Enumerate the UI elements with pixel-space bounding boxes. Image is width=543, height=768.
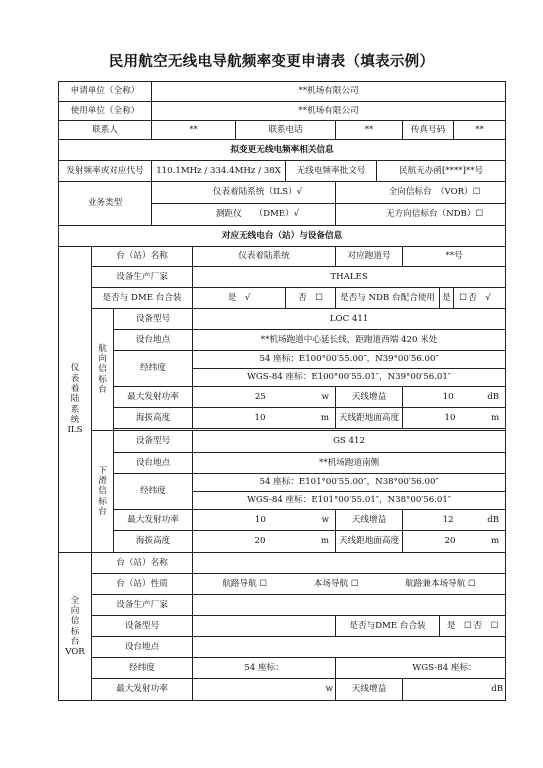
business-row-1 (59, 182, 506, 204)
loc-coord-54: 54 座标：E100°00′55.00″，N39°00′56.00″ (193, 351, 506, 369)
loc-group-label: 航 向 信 标 台 (92, 309, 114, 431)
business-label: 业务类型 (59, 182, 152, 226)
applicant-row (59, 82, 506, 102)
ils-dme-yes: 是 √ (193, 288, 286, 309)
freq-section-header: 拟变更无线电频率相关信息 (59, 140, 506, 161)
contact-row (59, 121, 506, 140)
gs-coord-label: 经纬度 (114, 474, 193, 510)
ils-group-label: 仪 表 着 陆 系 统 ILS (59, 247, 92, 553)
vor-nature-label: 台（站）性质 (92, 574, 193, 595)
vor-model-row (59, 616, 506, 637)
freq-doc-value: 民航无办函[****]**号 (377, 161, 506, 182)
loc-alt-label: 海拔高度 (114, 408, 193, 429)
vor-maker-row (59, 595, 506, 616)
vor-gain-label: 天线增益 (336, 679, 403, 701)
vor-nature-local: 本场导航 ☐ (313, 578, 359, 589)
ils-runway-label: 对应跑道号 (336, 247, 403, 267)
vor-coord-54: 54 座标： (193, 658, 336, 679)
loc-power-unit: w (321, 391, 330, 402)
business-vor: 全向信标台 （VOR）☐ (336, 182, 506, 204)
vor-coord-84: WGS-84 座标： (336, 658, 506, 679)
vor-nature-route: 航路导航 ☐ (222, 578, 268, 589)
loc-coord-84: WGS-84 座标：E100°00′55.01″，N39°00′56.01″ (193, 369, 506, 387)
ils-dme-label: 是否与 DME 台合装 (92, 288, 193, 309)
vor-site-label: 设台地点 (92, 637, 193, 658)
vor-station-value (193, 553, 506, 574)
loc-power-label: 最大发射功率 (114, 387, 193, 408)
vor-dme-no: 否 ☐ (473, 620, 499, 631)
page-title: 民用航空无线电导航频率变更申请表（填表示例） (108, 53, 435, 70)
loc-site-label: 设台地点 (114, 330, 193, 351)
gs-alt-value: 20 (254, 536, 266, 547)
freq-doc-label: 无线电频率批文号 (286, 161, 377, 182)
gs-power-row (59, 510, 506, 531)
vor-maker-value (193, 595, 506, 616)
gs-coord-84: WGS-84 座标：E101°00′55.01″，N38°00′56.01″ (193, 492, 506, 510)
gs-power-label: 最大发射功率 (114, 510, 193, 531)
gs-alt-unit: m (320, 536, 330, 547)
gs-power-value: 10 (254, 514, 266, 525)
loc-coord-row (59, 351, 506, 369)
loc-alt-row (59, 408, 506, 429)
ils-station-value: 仪表着陆系统 (193, 247, 336, 267)
vor-station-label: 台（站）名称 (92, 553, 193, 574)
loc-model-label: 设备型号 (114, 309, 193, 330)
freq-label: 发射频率或对应代号 (59, 161, 152, 182)
vor-site-value (193, 637, 506, 658)
gs-gain-value: 12 (442, 514, 454, 525)
contact-person-value: ** (152, 121, 236, 140)
gs-model-value: GS 412 (193, 431, 506, 453)
loc-ant-value: 10 (444, 412, 456, 423)
gs-alt-label: 海拔高度 (114, 531, 193, 553)
ils-dme-no: 否 ☐ (286, 288, 336, 309)
ils-station-label: 台（站）名称 (92, 247, 193, 267)
vor-nature-row (59, 574, 506, 595)
gs-ant-label: 天线距地面高度 (336, 531, 403, 553)
gs-alt-row (59, 531, 506, 553)
gs-model-label: 设备型号 (114, 431, 193, 453)
vor-nature-both: 航路兼本场导航 ☐ (405, 578, 476, 589)
ils-ndb-yes: 是 ☐ (440, 288, 454, 309)
vor-power-label: 最大发射功率 (92, 679, 193, 701)
loc-model-value: LOC 411 (193, 309, 506, 330)
vor-site-row (59, 637, 506, 658)
station-section-header: 对应无线电台（站）与设备信息 (59, 226, 506, 247)
loc-power-row (59, 387, 506, 408)
contact-fax-value: ** (454, 121, 506, 140)
contact-phone-value: ** (336, 121, 403, 140)
ils-runway-value: **号 (403, 247, 506, 267)
gs-coord-row (59, 474, 506, 492)
loc-ant-unit: m (490, 412, 500, 423)
user-value: **机场有限公司 (152, 102, 506, 121)
freq-row (59, 161, 506, 182)
vor-dme-yes: 是 ☐ (446, 620, 472, 631)
applicant-label: 申请单位（全称） (59, 82, 152, 102)
loc-gain-label: 天线增益 (336, 387, 403, 408)
business-dme: 测距仪 （DME）√ (152, 204, 336, 226)
vor-power-unit: w (325, 684, 334, 695)
business-ndb: 无方向信标台（NDB）☐ (336, 204, 506, 226)
ils-dme-row (59, 288, 506, 309)
ils-station-row (59, 247, 506, 267)
user-label: 使用单位（全称） (59, 102, 152, 121)
ils-maker-row (59, 267, 506, 288)
user-row (59, 102, 506, 121)
gs-gain-unit: dB (487, 514, 500, 525)
vor-coord-label: 经纬度 (92, 658, 193, 679)
vor-maker-label: 设备生产厂家 (92, 595, 193, 616)
vor-coord-row (59, 658, 506, 679)
loc-gain-value: 10 (442, 391, 454, 402)
contact-person-label: 联系人 (59, 121, 152, 140)
vor-power-row (59, 679, 506, 701)
vor-group-label: 全 向 信 标 台 VOR (59, 553, 92, 701)
ils-maker-label: 设备生产厂家 (92, 267, 193, 288)
loc-site-value: **机场跑道中心延长线，距跑道西端 420 米处 (193, 330, 506, 351)
vor-model-label: 设备型号 (92, 616, 193, 637)
ils-maker-value: THALES (193, 267, 506, 288)
business-ils: 仪表着陆系统（ILS）√ (152, 182, 336, 204)
loc-alt-unit: m (320, 412, 330, 423)
gs-power-unit: w (321, 514, 330, 525)
gs-model-row (59, 431, 506, 453)
gs-site-value: **机场跑道南侧 (193, 453, 506, 474)
application-form (58, 81, 506, 701)
contact-fax-label: 传真号码 (403, 121, 454, 140)
loc-site-row (59, 330, 506, 351)
loc-gain-unit: dB (487, 391, 500, 402)
gs-ant-unit: m (490, 536, 500, 547)
loc-model-row (59, 309, 506, 330)
gs-ant-value: 20 (444, 536, 456, 547)
vor-station-row (59, 553, 506, 574)
gs-site-row (59, 453, 506, 474)
freq-value: 110.1MHz / 334.4MHz / 38X (152, 161, 286, 182)
loc-power-value: 25 (254, 391, 266, 402)
loc-coord-label: 经纬度 (114, 351, 193, 387)
gs-coord-54: 54 座标：E101°00′55.00″，N38°00′56.00″ (193, 474, 506, 492)
loc-ant-label: 天线距地面高度 (336, 408, 403, 429)
ils-ndb-label: 是否与 NDB 台配合使用 (336, 288, 440, 309)
contact-phone-label: 联系电话 (236, 121, 336, 140)
gs-group-label: 下 滑 信 标 台 (92, 431, 114, 553)
vor-dme-label: 是否与DME 台合装 (336, 616, 440, 637)
vor-model-value (193, 616, 336, 637)
loc-alt-value: 10 (254, 412, 266, 423)
gs-site-label: 设台地点 (114, 453, 193, 474)
vor-gain-unit: dB (491, 684, 504, 695)
ils-ndb-no: 否 √ (454, 288, 506, 309)
applicant-value: **机场有限公司 (152, 82, 506, 102)
gs-gain-label: 天线增益 (336, 510, 403, 531)
